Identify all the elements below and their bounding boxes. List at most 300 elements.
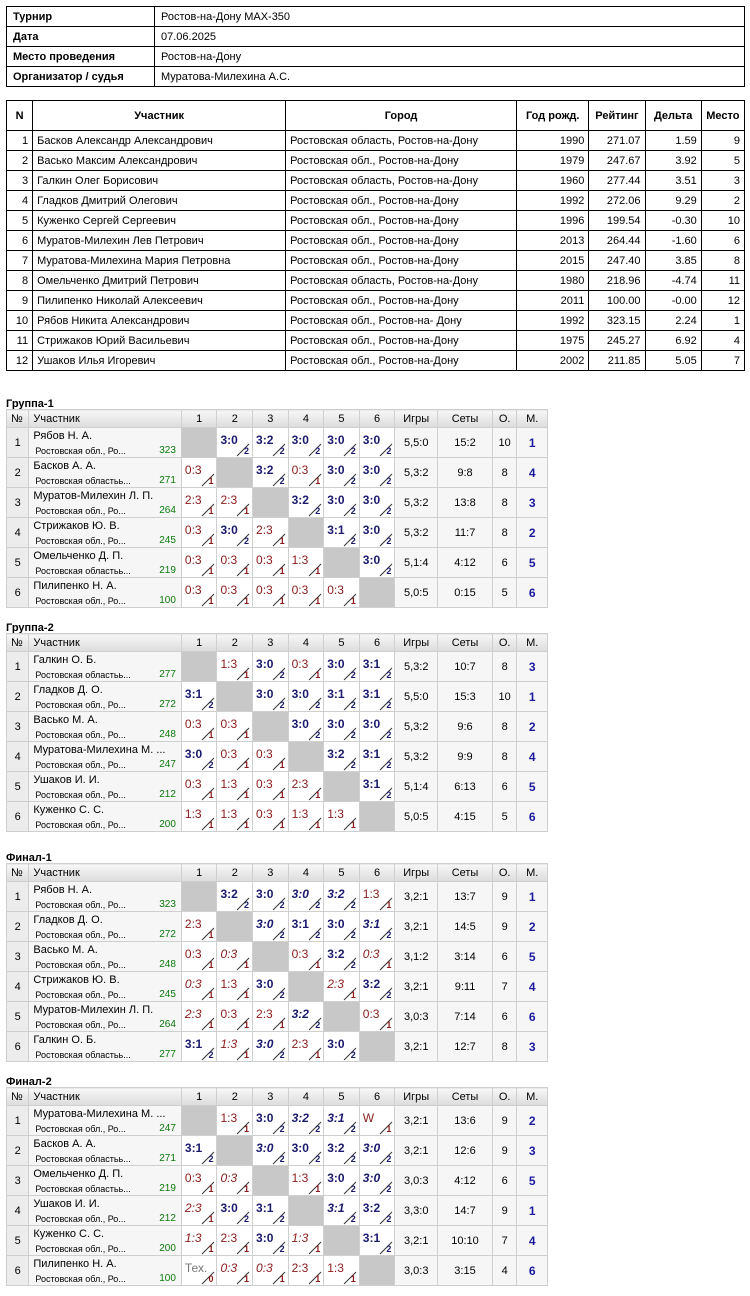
participant-cell: 2 (7, 151, 33, 171)
group-row (7, 802, 548, 832)
player-region: Ростовская обл., Ро... (35, 790, 126, 800)
player-rating: 248 (159, 729, 176, 740)
player-name: Пилипенко Н. А. (33, 1258, 117, 1270)
match-result-cell (181, 1226, 217, 1256)
match-points: 2 (244, 1214, 250, 1224)
match-points: 2 (350, 1050, 356, 1060)
participant-cell: 1.59 (645, 131, 701, 151)
participant-cell: Ростовская обл., Ростов-на-Дону (286, 211, 517, 231)
match-score: 3:0 (362, 523, 381, 537)
match-score: 1:3 (184, 1231, 202, 1245)
participant-cell: Ростовская обл., Ростов-на-Дону (286, 331, 517, 351)
group-title: Финал-1 (6, 852, 52, 864)
participant-cell: 2.24 (645, 311, 701, 331)
match-score: 0:3 (184, 1171, 202, 1185)
player-rating: 200 (159, 819, 176, 830)
match-result-cell (181, 802, 217, 832)
group-row (7, 652, 548, 682)
player-region: Ростовская обл., Ро... (35, 1274, 126, 1284)
match-points: 1 (279, 596, 285, 606)
games-cell: 3,1:2 (395, 942, 438, 972)
match-score: 3:0 (327, 717, 345, 731)
player-rating: 323 (159, 899, 176, 910)
group-header: № (7, 634, 29, 652)
match-score: 1:3 (327, 1261, 344, 1275)
match-score: 3:0 (327, 493, 345, 507)
info-key: Организатор / судья (7, 67, 155, 87)
points-cell: 8 (492, 742, 516, 772)
participant-cell: 3 (7, 171, 33, 191)
participants-header: Место (701, 101, 744, 131)
match-score: 3:2 (256, 463, 274, 477)
info-row (7, 47, 745, 67)
place-cell: 3 (517, 1136, 548, 1166)
participant-cell: 264.44 (589, 231, 645, 251)
player-rating: 272 (159, 699, 176, 710)
participant-cell: 3 (701, 171, 744, 191)
participant-cell: 7 (701, 351, 744, 371)
group-header: 3 (253, 1088, 289, 1106)
match-score: 0:3 (184, 777, 202, 791)
info-row (7, 67, 745, 87)
row-number: 2 (7, 682, 29, 712)
match-score: 3:0 (256, 1141, 274, 1155)
match-result-cell (359, 1002, 395, 1032)
games-cell: 5,3:2 (395, 458, 438, 488)
match-score: 3:1 (184, 687, 203, 701)
participant-cell: 247.40 (589, 251, 645, 271)
match-score: 3:0 (256, 657, 274, 671)
match-result-cell (288, 912, 324, 942)
match-score: 2:3 (291, 1037, 309, 1051)
match-score: 0:3 (256, 807, 273, 821)
row-number: 6 (7, 1256, 29, 1286)
match-points: 2 (208, 1154, 214, 1164)
match-result-cell (359, 1106, 395, 1136)
group-row (7, 1256, 548, 1286)
participant-cell: 5.05 (645, 351, 701, 371)
match-result-cell (324, 712, 360, 742)
match-score: 3:0 (256, 917, 274, 931)
match-points: 2 (315, 730, 321, 740)
participants-header: N (7, 101, 33, 131)
match-score: 3:0 (220, 523, 238, 537)
self-cell (324, 1226, 360, 1256)
match-score: 0:3 (184, 947, 202, 961)
match-points: 1 (350, 820, 356, 830)
self-cell (217, 682, 253, 712)
match-points: 2 (386, 476, 392, 486)
match-points: 1 (244, 566, 250, 576)
match-points: 1 (315, 1274, 321, 1284)
self-cell (217, 912, 253, 942)
self-cell (359, 1256, 395, 1286)
games-cell: 5,3:2 (395, 742, 438, 772)
points-cell: 7 (492, 1226, 516, 1256)
group-header-row (7, 864, 548, 882)
player-region: Ростовская обл., Ро... (35, 506, 126, 516)
match-score: 1:3 (327, 807, 344, 821)
participant-cell: 11 (701, 271, 744, 291)
group-row (7, 1136, 548, 1166)
match-result-cell (288, 682, 324, 712)
player-name: Куженко С. С. (33, 1228, 105, 1240)
participant-cell: Рябов Никита Александрович (33, 311, 286, 331)
sets-cell: 9:8 (438, 458, 493, 488)
points-cell: 9 (492, 882, 516, 912)
match-points: 2 (279, 446, 285, 456)
games-cell: 3,2:1 (395, 1136, 438, 1166)
player-name: Басков А. А. (33, 460, 96, 472)
participant-cell: 1 (7, 131, 33, 151)
match-points: 2 (386, 730, 392, 740)
games-cell: 3,2:1 (395, 972, 438, 1002)
match-score: 1:3 (291, 1171, 309, 1185)
match-score: 0:3 (184, 583, 202, 597)
match-score: 3:1 (362, 657, 381, 671)
match-points: 1 (208, 1214, 214, 1224)
player-name: Васько М. А. (33, 714, 98, 726)
points-cell: 6 (492, 548, 516, 578)
points-cell: 8 (492, 518, 516, 548)
sets-cell: 14:5 (438, 912, 493, 942)
match-points: 1 (244, 596, 250, 606)
match-score: 3:1 (184, 1037, 203, 1051)
match-score: 1:3 (220, 777, 238, 791)
match-result-cell (359, 488, 395, 518)
group-header: 3 (253, 864, 289, 882)
sets-cell: 9:9 (438, 742, 493, 772)
sets-cell: 10:7 (438, 652, 493, 682)
points-cell: 6 (492, 1166, 516, 1196)
participant-row (7, 291, 745, 311)
match-score: 3:1 (362, 747, 381, 761)
match-score: 0:3 (220, 583, 238, 597)
games-cell: 5,0:5 (395, 802, 438, 832)
player-region: Ростовская обл., Ро... (35, 536, 126, 546)
match-score: 0:3 (220, 947, 238, 961)
match-result-cell (253, 1256, 289, 1286)
self-cell (253, 488, 289, 518)
group-header: 2 (217, 864, 253, 882)
match-points: 2 (386, 506, 392, 516)
participant-cell: 10 (701, 211, 744, 231)
group-header: 3 (253, 634, 289, 652)
match-score: 3:0 (362, 553, 381, 567)
match-score: 3:0 (362, 1171, 381, 1185)
place-cell: 6 (517, 578, 548, 608)
match-score: 3:1 (362, 777, 381, 791)
points-cell: 10 (492, 682, 516, 712)
row-number: 3 (7, 488, 29, 518)
place-cell: 1 (517, 428, 548, 458)
points-cell: 9 (492, 1106, 516, 1136)
sets-cell: 13:7 (438, 882, 493, 912)
group-header: Сеты (438, 410, 493, 428)
player-rating: 271 (159, 475, 176, 486)
player-rating: 264 (159, 505, 176, 516)
participant-cell: 5 (7, 211, 33, 231)
match-score: 2:3 (256, 523, 273, 537)
group-header: 1 (181, 864, 217, 882)
group-header-row (7, 634, 548, 652)
match-score: 0:3 (362, 1007, 380, 1021)
match-result-cell (253, 742, 289, 772)
match-points: 1 (208, 820, 214, 830)
sets-cell: 11:7 (438, 518, 493, 548)
match-score: 3:2 (362, 1201, 381, 1215)
player-name: Ушаков И. И. (33, 1198, 100, 1210)
match-points: 2 (279, 1124, 285, 1134)
match-score: 3:0 (362, 717, 381, 731)
player-name: Рябов Н. А. (33, 884, 93, 896)
match-result-cell (359, 652, 395, 682)
participant-cell: 9.29 (645, 191, 701, 211)
match-points: 1 (315, 820, 321, 830)
place-cell: 4 (517, 742, 548, 772)
match-score: 3:2 (291, 493, 309, 507)
match-points: 1 (244, 1050, 250, 1060)
match-result-cell (359, 882, 395, 912)
match-result-cell (181, 912, 217, 942)
participant-cell: Басков Александр Александрович (33, 131, 286, 151)
participant-cell: 1980 (517, 271, 589, 291)
group-title: Финал-2 (6, 1076, 52, 1088)
match-points: 2 (279, 1214, 285, 1224)
points-cell: 8 (492, 712, 516, 742)
match-result-cell (324, 1106, 360, 1136)
group-header: М. (517, 1088, 548, 1106)
match-points: 1 (315, 566, 321, 576)
participant-cell: -0.30 (645, 211, 701, 231)
participant-cell: Васько Максим Александрович (33, 151, 286, 171)
games-cell: 5,5:0 (395, 682, 438, 712)
match-score: 3:0 (256, 687, 274, 701)
match-result-cell (288, 1166, 324, 1196)
player-rating: 219 (159, 1183, 176, 1194)
match-score: 3:1 (256, 1201, 274, 1215)
player-rating: 200 (159, 1243, 176, 1254)
player-cell (29, 942, 182, 972)
match-score: 3:0 (327, 1171, 345, 1185)
match-result-cell (253, 1136, 289, 1166)
match-result-cell (253, 802, 289, 832)
match-points: 1 (279, 1020, 285, 1030)
match-result-cell (253, 518, 289, 548)
participant-cell: 2 (701, 191, 744, 211)
match-result-cell (181, 518, 217, 548)
group-header: № (7, 410, 29, 428)
match-result-cell (359, 428, 395, 458)
player-cell (29, 458, 182, 488)
participants-header: Год рожд. (517, 101, 589, 131)
participant-cell: 323.15 (589, 311, 645, 331)
match-points: 2 (386, 700, 392, 710)
match-result-cell (288, 578, 324, 608)
match-score: 1:3 (220, 657, 238, 671)
match-result-cell (253, 772, 289, 802)
match-points: 2 (208, 1050, 214, 1060)
group-header: Сеты (438, 864, 493, 882)
participant-cell: 11 (7, 331, 33, 351)
player-region: Ростовская обл., Ро... (35, 446, 126, 456)
player-rating: 245 (159, 989, 176, 1000)
match-result-cell (217, 1002, 253, 1032)
match-points: 1 (244, 506, 250, 516)
player-rating: 247 (159, 1123, 176, 1134)
match-score: 2:3 (327, 977, 344, 991)
match-score: 1:3 (220, 977, 238, 991)
match-result-cell (324, 428, 360, 458)
match-result-cell (181, 942, 217, 972)
match-result-cell (253, 1226, 289, 1256)
match-result-cell (324, 578, 360, 608)
match-score: 2:3 (184, 493, 202, 507)
match-result-cell (181, 548, 217, 578)
group-header: Игры (395, 410, 438, 428)
player-region: Ростовская обл., Ро... (35, 760, 126, 770)
match-score: 0:3 (256, 747, 273, 761)
sets-cell: 14:7 (438, 1196, 493, 1226)
participant-cell: 271.07 (589, 131, 645, 151)
participant-cell: 6 (701, 231, 744, 251)
player-name: Стрижаков Ю. В. (33, 520, 120, 532)
match-points: 2 (386, 1154, 392, 1164)
player-name: Басков А. А. (33, 1138, 96, 1150)
group-header: 2 (217, 410, 253, 428)
match-points: 2 (350, 960, 356, 970)
match-score: 2:3 (291, 777, 309, 791)
group-header: Сеты (438, 1088, 493, 1106)
player-region: Ростовская обл., Ро... (35, 1214, 126, 1224)
match-result-cell (181, 682, 217, 712)
info-value: Муратова-Милехина А.С. (155, 67, 745, 87)
participant-cell: 9 (7, 291, 33, 311)
match-score: 0:3 (291, 657, 309, 671)
match-points: 2 (315, 700, 321, 710)
match-points: 1 (315, 1244, 321, 1254)
match-score: 3:1 (327, 1111, 345, 1125)
group-row (7, 882, 548, 912)
player-region: Ростовская областьь... (35, 1184, 131, 1194)
points-cell: 6 (492, 942, 516, 972)
match-result-cell (217, 1166, 253, 1196)
participant-cell: 1996 (517, 211, 589, 231)
sets-cell: 0:15 (438, 578, 493, 608)
row-number: 2 (7, 1136, 29, 1166)
group-header: Игры (395, 634, 438, 652)
self-cell (324, 1002, 360, 1032)
player-rating: 264 (159, 1019, 176, 1030)
match-result-cell (288, 1226, 324, 1256)
group-header: Игры (395, 864, 438, 882)
place-cell: 1 (517, 682, 548, 712)
sets-cell: 7:14 (438, 1002, 493, 1032)
match-result-cell (253, 1032, 289, 1062)
match-score: 0:3 (220, 1171, 238, 1185)
place-cell: 2 (517, 1106, 548, 1136)
row-number: 4 (7, 518, 29, 548)
place-cell: 3 (517, 1032, 548, 1062)
match-score: 2:3 (184, 1201, 202, 1215)
match-result-cell (324, 1032, 360, 1062)
match-result-cell (181, 1032, 217, 1062)
match-score: Тех. (184, 1261, 208, 1275)
points-cell: 10 (492, 428, 516, 458)
participants-header: Рейтинг (589, 101, 645, 131)
match-score: 3:0 (362, 1141, 381, 1155)
participant-cell: 1979 (517, 151, 589, 171)
participant-cell: 1 (701, 311, 744, 331)
match-points: 1 (208, 596, 214, 606)
group-header-row (7, 410, 548, 428)
match-result-cell (288, 1032, 324, 1062)
group-header: 5 (324, 410, 360, 428)
participant-cell: -1.60 (645, 231, 701, 251)
player-rating: 277 (159, 669, 176, 680)
games-cell: 5,3:2 (395, 518, 438, 548)
group-row (7, 972, 548, 1002)
group-header: 4 (288, 410, 324, 428)
group-row (7, 912, 548, 942)
games-cell: 3,3:0 (395, 1196, 438, 1226)
match-result-cell (359, 458, 395, 488)
player-cell (29, 578, 182, 608)
match-points: 1 (208, 536, 214, 546)
match-score: 1:3 (362, 887, 380, 901)
row-number: 2 (7, 458, 29, 488)
match-result-cell (181, 1196, 217, 1226)
participant-cell: Стрижаков Юрий Васильевич (33, 331, 286, 351)
participant-cell: 9 (701, 131, 744, 151)
points-cell: 5 (492, 802, 516, 832)
match-score: 1:3 (291, 807, 309, 821)
match-points: 1 (244, 990, 250, 1000)
participant-cell: 272.06 (589, 191, 645, 211)
match-result-cell (324, 912, 360, 942)
match-result-cell (359, 518, 395, 548)
participant-cell: Ростовская область, Ростов-на-Дону (286, 171, 517, 191)
match-score: 2:3 (184, 1007, 202, 1021)
games-cell: 5,0:5 (395, 578, 438, 608)
match-score: 2:3 (256, 1007, 273, 1021)
match-result-cell (288, 882, 324, 912)
match-points: 2 (350, 760, 356, 770)
match-result-cell (217, 518, 253, 548)
match-result-cell (359, 1166, 395, 1196)
match-points: 2 (386, 1214, 392, 1224)
match-result-cell (359, 742, 395, 772)
group-header: 1 (181, 634, 217, 652)
match-score: 1:3 (184, 807, 202, 821)
match-score: 0:3 (184, 523, 202, 537)
group-header: О. (492, 1088, 516, 1106)
match-score: 3:0 (256, 1037, 274, 1051)
match-result-cell (288, 802, 324, 832)
match-score: 3:2 (291, 1007, 309, 1021)
match-points: 1 (279, 760, 285, 770)
self-cell (253, 1166, 289, 1196)
player-cell (29, 1002, 182, 1032)
participant-row (7, 191, 745, 211)
match-result-cell (288, 712, 324, 742)
sets-cell: 10:10 (438, 1226, 493, 1256)
match-result-cell (359, 1196, 395, 1226)
player-region: Ростовская обл., Ро... (35, 820, 126, 830)
match-points: 2 (279, 670, 285, 680)
player-cell (29, 972, 182, 1002)
info-value: Ростов-на-Дону MAX-350 (155, 7, 745, 27)
